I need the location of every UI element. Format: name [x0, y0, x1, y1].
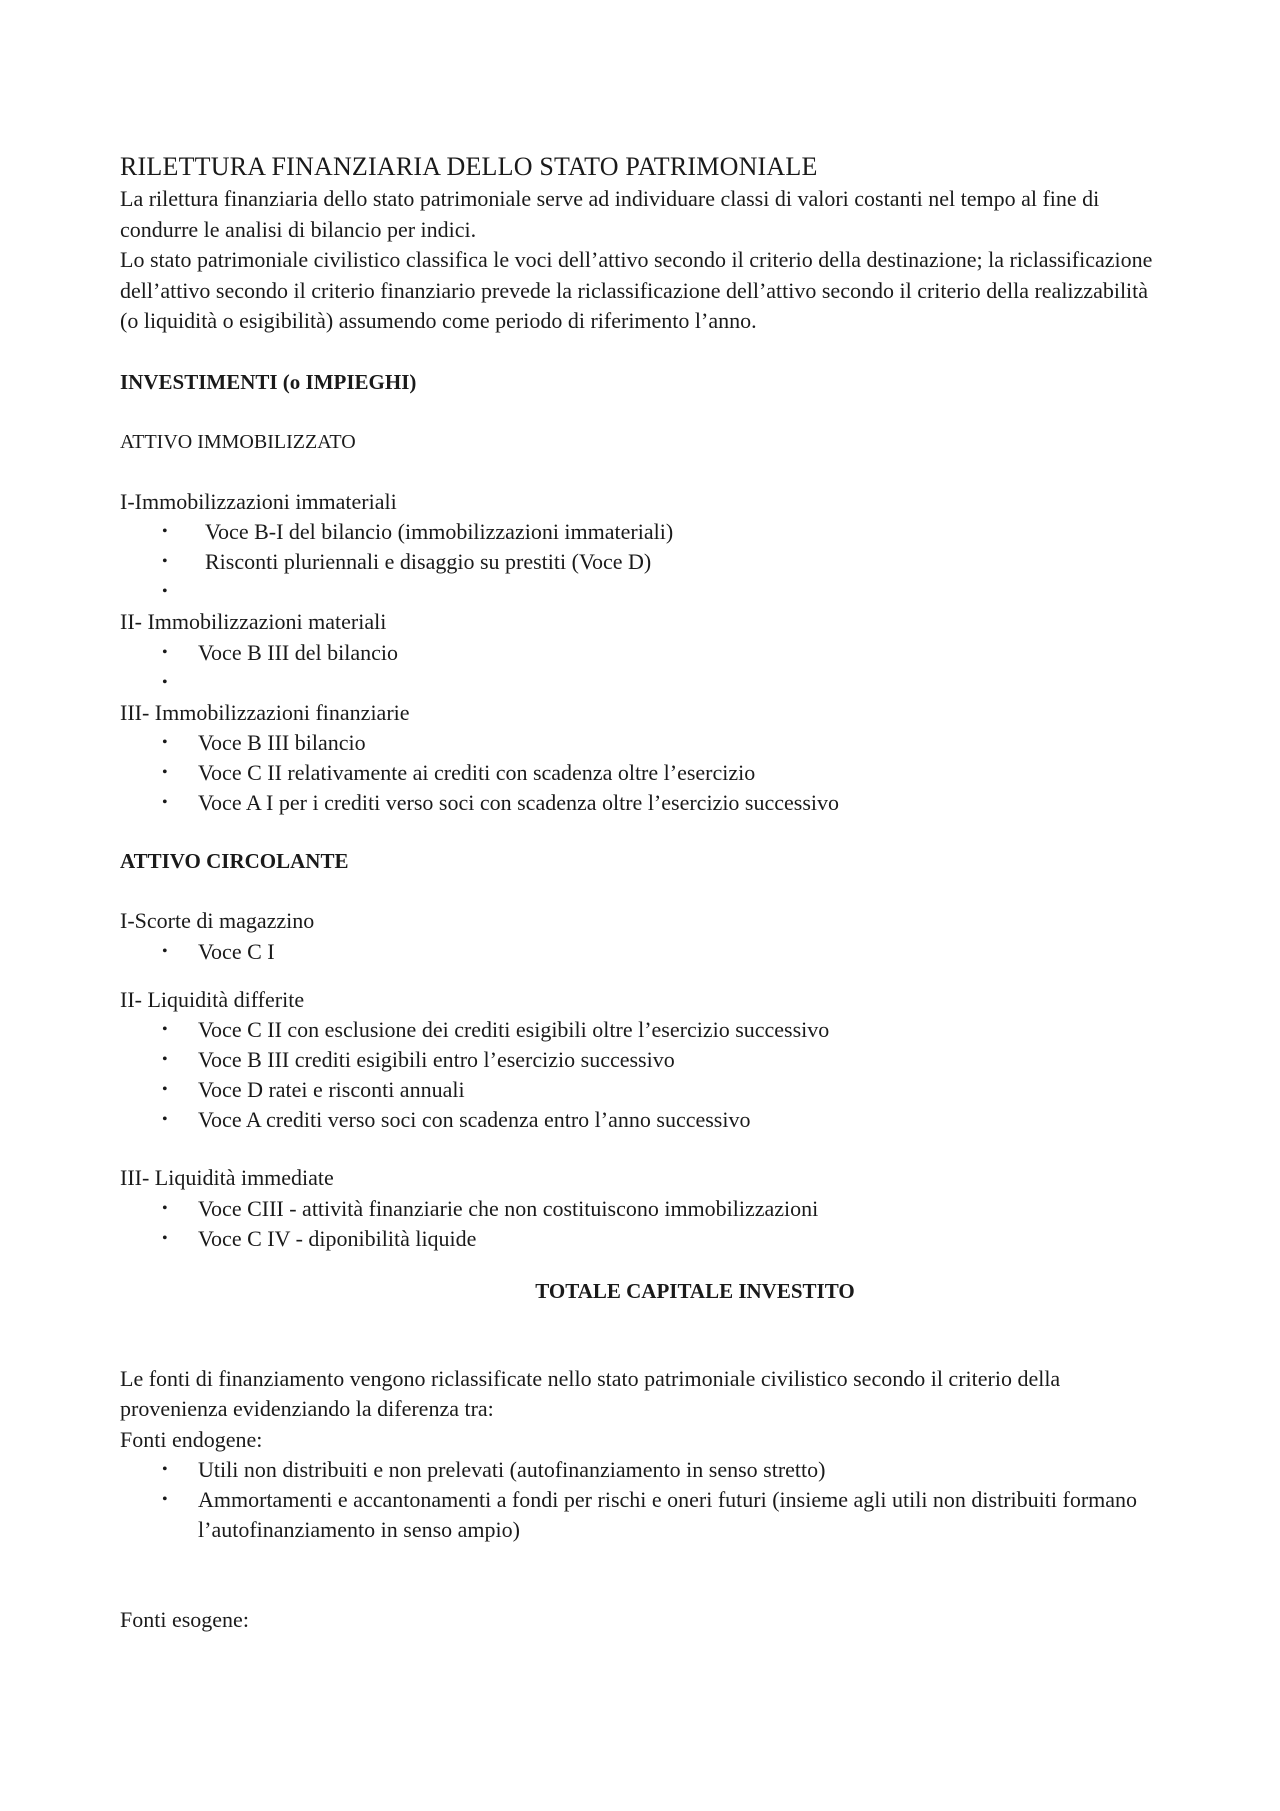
list-item: • Voce B-I del bilancio (immobilizzazioni immateriali) [120, 517, 1160, 547]
list-item: • Utili non distribuiti e non prelevati (autofinanziamento in senso stretto) [120, 1455, 1160, 1485]
list-item: • Voce C I [120, 937, 1160, 967]
intro-paragraph-2: Lo stato patrimoniale civilistico classifica le voci dell’attivo secondo il criterio della destinazione; la riclassificazione dell’attivo secondo il criterio finanziario prevede la riclassificazione dell’attivo secondo il criterio della realizzabilità (o liquidità o esigibilità) assumendo come periodo di riferimento l’anno. [120, 247, 1153, 333]
list-item: • Ammortamenti e accantonamenti a fondi per rischi e oneri futuri (insieme agli utili non distribuiti formano l’autofinanziamento in senso ampio) [120, 1485, 1160, 1545]
differite-list [120, 1015, 1160, 1135]
scorte-label: I-Scorte di magazzino [120, 908, 315, 933]
document-title: RILETTURA FINANZIARIA DELLO STATO PATRIMONIALE [120, 152, 818, 181]
immateriali-list [120, 517, 1160, 607]
fonti-esogene-label: Fonti esogene: [120, 1607, 249, 1632]
attivo-immobilizzato-heading: ATTIVO IMMOBILIZZATO [120, 430, 356, 453]
list-item: • Voce B III bilancio [120, 728, 1160, 758]
fonti-endogene-label: Fonti endogene: [120, 1426, 263, 1452]
list-item: • Risconti pluriennali e disaggio su prestiti (Voce D) [120, 547, 1160, 577]
finanziarie-label: III- Immobilizzazioni finanziarie [120, 699, 410, 725]
list-item: • Voce B III del bilancio [120, 638, 1160, 668]
differite-label: II- Liquidità differite [120, 986, 305, 1012]
intro-paragraph-1: La rilettura finanziaria dello stato patrimoniale serve ad individuare classi di valori costanti nel tempo al fine di condurre le analisi di bilancio per indici. [120, 186, 1100, 242]
list-item: • Voce D ratei e risconti annuali [120, 1075, 1160, 1105]
immediate-label: III- Liquidità immediate [120, 1165, 334, 1190]
materiali-list [120, 638, 1160, 698]
list-item: • Voce B III crediti esigibili entro l’esercizio successivo [120, 1045, 1160, 1075]
immateriali-label: I-Immobilizzazioni immateriali [120, 488, 397, 514]
list-item: • Voce C II relativamente ai crediti con scadenza oltre l’esercizio [120, 758, 1160, 788]
list-item: • Voce CIII - attività finanziarie che non costituiscono immobilizzazioni [120, 1194, 1160, 1224]
scorte-list [120, 937, 1160, 967]
empty-list-item [120, 577, 1160, 607]
fonti-endogene-list [120, 1455, 1160, 1545]
materiali-label: II- Immobilizzazioni materiali [120, 609, 387, 634]
immediate-list [120, 1194, 1160, 1254]
list-item: • Voce A I per i crediti verso soci con scadenza oltre l’esercizio successivo [120, 788, 1160, 818]
empty-list-item [120, 668, 1160, 698]
totale-capitale-investito: TOTALE CAPITALE INVESTITO [535, 1278, 855, 1303]
document-page [120, 150, 1160, 1636]
fonti-intro: Le fonti di finanziamento vengono riclassificate nello stato patrimoniale civilistico secondo il criterio della provenienza evidenziando la diferenza tra: [120, 1365, 1061, 1421]
attivo-circolante-heading: ATTIVO CIRCOLANTE [120, 849, 349, 873]
list-item: • Voce C II con esclusione dei crediti esigibili oltre l’esercizio successivo [120, 1015, 1160, 1045]
list-item: • Voce C IV - diponibilità liquide [120, 1224, 1160, 1254]
finanziarie-list [120, 728, 1160, 818]
investimenti-heading: INVESTIMENTI (o IMPIEGHI) [120, 369, 417, 394]
list-item: • Voce A crediti verso soci con scadenza entro l’anno successivo [120, 1105, 1160, 1135]
